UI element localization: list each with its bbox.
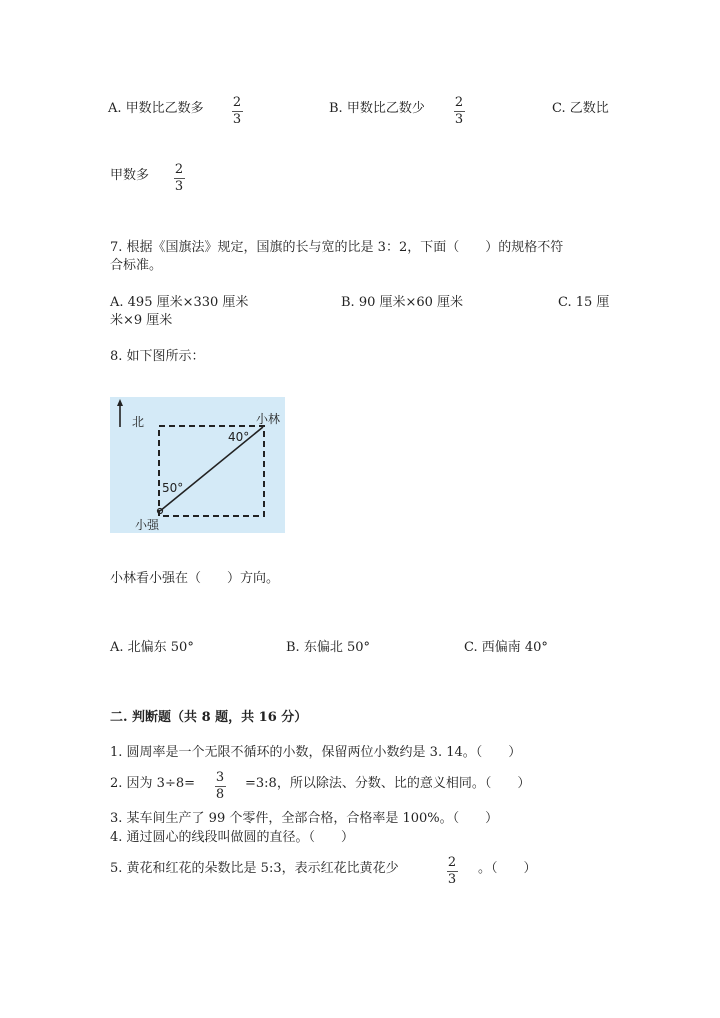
fraction-denominator: 8: [215, 787, 225, 802]
q8-stem: 8. 如下图所示：: [110, 349, 205, 364]
fraction-numerator: 2: [454, 95, 464, 110]
north-arrow-head: [117, 399, 123, 406]
q6-option-a-fraction: [231, 96, 243, 127]
judgment-item-5-before: 5. 黄花和红花的朵数比是 5:3，表示红花比黄花少: [110, 861, 399, 876]
fraction-numerator: 2: [174, 162, 184, 177]
judgment-item-2-fraction: [214, 771, 226, 802]
fraction-numerator: 2: [447, 855, 457, 870]
section-heading: 二. 判断题（共 8 题，共 16 分）: [110, 710, 308, 725]
fraction-denominator: 3: [447, 872, 457, 887]
q7-option-b: B. 90 厘米×60 厘米: [341, 295, 464, 310]
angle-top-label: 40°: [228, 430, 250, 444]
q8-option-b: B. 东偏北 50°: [286, 640, 370, 655]
judgment-item-3: 3. 某车间生产了 99 个零件，全部合格，合格率是 100%。（ ）: [110, 811, 499, 826]
label-xiaolin: 小林: [256, 412, 281, 426]
q6-option-c-fraction: [173, 163, 185, 194]
fraction-numerator: 2: [232, 95, 242, 110]
north-label: 北: [132, 415, 145, 429]
q8-question: 小林看小强在（ ）方向。: [110, 571, 280, 586]
q6-option-b: B. 甲数比乙数少: [329, 101, 425, 116]
judgment-item-5-after: 。（ ）: [478, 861, 537, 876]
fraction-denominator: 3: [454, 112, 464, 127]
q8-option-a: A. 北偏东 50°: [110, 640, 194, 655]
judgment-item-5-fraction: [446, 856, 458, 887]
q7-stem-continued: 合标准。: [110, 258, 163, 273]
q7-stem: 7. 根据《国旗法》规定，国旗的长与宽的比是 3：2，下面（ ）的规格不符: [110, 240, 564, 255]
fraction-numerator: 3: [215, 770, 225, 785]
label-xiaoqiang: 小强: [135, 518, 160, 532]
judgment-item-4: 4. 通过圆心的线段叫做圆的直径。（ ）: [110, 830, 355, 845]
q6-option-b-fraction: [453, 96, 465, 127]
direction-figure: [110, 397, 285, 533]
judgment-item-2-before: 2. 因为 3÷8=: [110, 776, 195, 791]
q7-option-c-continued: 米×9 厘米: [110, 313, 173, 328]
q6-option-c: C. 乙数比: [552, 101, 609, 116]
q6-option-c-continued: 甲数多: [110, 168, 150, 183]
q7-option-a: A. 495 厘米×330 厘米: [110, 295, 249, 310]
fraction-denominator: 3: [232, 112, 242, 127]
angle-bottom-label: 50°: [162, 481, 184, 495]
fraction-denominator: 3: [174, 179, 184, 194]
judgment-item-2-after: =3:8，所以除法、分数、比的意义相同。（ ）: [245, 776, 531, 791]
q6-option-a: A. 甲数比乙数多: [108, 101, 204, 116]
q8-option-c: C. 西偏南 40°: [464, 640, 548, 655]
q7-option-c: C. 15 厘: [558, 295, 610, 310]
judgment-item-1: 1. 圆周率是一个无限不循环的小数，保留两位小数约是 3. 14。（ ）: [110, 745, 522, 760]
